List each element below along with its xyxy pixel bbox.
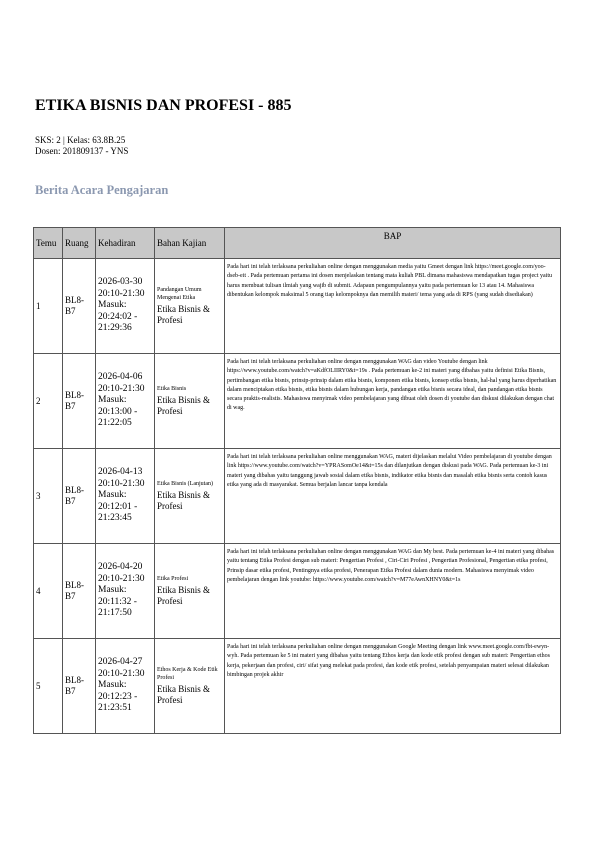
table-row [34,259,561,354]
section-title: Berita Acara Pengajaran [35,183,169,197]
table-row [34,354,561,449]
meeting-number: 2 [34,354,63,449]
header-temu: Temu [34,228,63,259]
course-meta [35,135,128,157]
meeting-number: 4 [34,544,63,639]
topic-course: Etika Bisnis & Profesi [157,490,211,511]
attendance-time: Masuk: 20:12:01 - 21:23:45 [98,490,138,524]
bap-text: Pada hari ini telah terlaksana perkuliahan online dengan menggunakan Google Meeting dengan link www.meet.google.com/fbt-ewyn-wyh. Pada pertemuan ke 5 ini materi yang dibahas yaitu tentang Ethos kerja dan kode etik profesi dengan sub materi: Pengertian ethos kerja, pekerjaan dan profesi, ciri/ sifat yang melekat pada profesi, dan kode etik profesi, setelah penyampaian materi selesai dilakukan bimbingan projek akhir [225,639,561,734]
topic-cell [155,449,225,544]
meeting-number: 3 [34,449,63,544]
schedule: 2026-04-20 20:10-21:30 [98,562,145,584]
topic-course: Etika Bisnis & Profesi [157,684,211,705]
attendance-time: Masuk: 20:13:00 - 21:22:05 [98,395,138,429]
topic-subtitle: Pandangan Umum Mengenai Etika [157,287,202,301]
schedule: 2026-04-13 20:10-21:30 [98,467,145,489]
room: BL8-B7 [63,639,96,734]
bap-text: Pada hari ini telah terlaksana perkuliahan online menggunakan WAG, materi dijelaskan melalui Video pembelajaran di youtube dengan link https://www.youtube.com/watch?v=YPRASomOe14&t=15s dan dilanjutkan dengan diskusi pada WAG. Pada pertemuan ke-3 ini materi yang dibahas yaitu tanggung jawab sosial dalam etika bisnis, indikator etika bisnis dan masalah etika bisnis serta contoh kasus etika yang ada di masyarakat. Semua berjalan lancar tanpa kendala [225,449,561,544]
room: BL8-B7 [63,259,96,354]
attendance-cell [96,354,155,449]
topic-cell [155,354,225,449]
attendance-time: Masuk: 20:24:02 - 21:29:36 [98,300,138,334]
meeting-number: 5 [34,639,63,734]
attendance-cell [96,639,155,734]
meeting-number: 1 [34,259,63,354]
attendance-cell [96,449,155,544]
topic-cell [155,259,225,354]
topic-cell [155,544,225,639]
topic-subtitle: Etika Bisnis [157,386,187,392]
table-row [34,449,561,544]
header-ruang: Ruang [63,228,96,259]
topic-course: Etika Bisnis & Profesi [157,585,211,606]
attendance-time: Masuk: 20:11:32 - 21:17:50 [98,585,137,619]
course-lecturer: Dosen: 201809137 - YNS [35,146,129,156]
room: BL8-B7 [63,449,96,544]
bap-text: Pada hari ini telah terlaksana perkuliahan online dengan menggunakan media yaitu Gmeet dengan link https://meet.google.com/yoo-dseb-eit . Pada pertemuan pertama ini dosen menjelaskan tentang mata kuliah PBL dimana mahasiswa mendapatkan tugas project yaitu harus membuat tulisan ilmiah yang wajib di submit. Adapaun pengumpulannya yaitu pada pertemuan ke 13 atau 14. Mahasiswa dibentukan kelompok maksimal 5 orang tiap kelompoknya dan memilih materi/ tema yang ada di RPS (yang sudah disediakan) [225,259,561,354]
attendance-cell [96,544,155,639]
schedule: 2026-03-30 20:10-21:30 [98,277,145,299]
schedule: 2026-04-06 20:10-21:30 [98,372,145,394]
header-kehadiran: Kehadiran [96,228,155,259]
schedule: 2026-04-27 20:10-21:30 [98,657,145,679]
bap-text: Pada hari ini telah terlaksana perkuliahan online dengan menggunakan WAG dan My best. Pada pertemuan ke-4 ini materi yang dibahas yaitu tentang Etika Profesi dengan sub materi: Pengertian Profesi , Ciri-Ciri Profesi , Pengertian Profesional, Pengertian etika profesi, Prinsip dasar etika profesi, Pentingnya etika profesi, Penerapan Etika Profesi dalam dunia modern. Mahasiswa menyimak video pembelajaran dengan link youtube: https://www.youtube.com/watch?v=M77eAwnXHNY0&t=1s [225,544,561,639]
table-header-row [34,228,561,259]
header-bap: BAP [225,228,561,259]
topic-cell [155,639,225,734]
topic-subtitle: Ethos Kerja & Kode Etik Profesi [157,667,218,681]
attendance-cell [96,259,155,354]
room: BL8-B7 [63,544,96,639]
topic-course: Etika Bisnis & Profesi [157,304,211,325]
topic-subtitle: Etika Profesi [157,576,189,582]
bap-text: Pada hari ini telah terlaksana perkuliahan online dengan menggunakan WAG dan video Youtube dengan link https://www.youtube.com/watch?v=aKdfOLIIRY0&t=19s . Pada pertemuan ke-2 ini materi yang dibahas yaitu definisi Etika Bisnis, pertimbangan etika bisnis, prinsip-prinsip dalam etika bisnis, komponen etika bisnis, konsep etika bisnis, hal-hal yang harus diperhatikan dalam menciptakan etika bisnis, etika bisnis dalam hubungan kerja, pandangan etika bisnis secara ideal, dan pandangan etika bisnis secara praktis-realistis. Mahasiswa menyimak video pembelajaran yang dibuat oleh dosen di youtube dan diskusi dilakukan dengan chat di wag. [225,354,561,449]
course-credits-class: SKS: 2 | Kelas: 63.8B.25 [35,135,126,145]
table-row [34,639,561,734]
course-title: ETIKA BISNIS DAN PROFESI - 885 [35,97,292,114]
table-row [34,544,561,639]
bap-table [33,227,561,734]
header-bahan-kajian: Bahan Kajian [155,228,225,259]
attendance-time: Masuk: 20:12:23 - 21:23:51 [98,680,138,714]
room: BL8-B7 [63,354,96,449]
topic-course: Etika Bisnis & Profesi [157,395,211,416]
topic-subtitle: Etika Bisnis (Lanjutan) [157,481,213,487]
